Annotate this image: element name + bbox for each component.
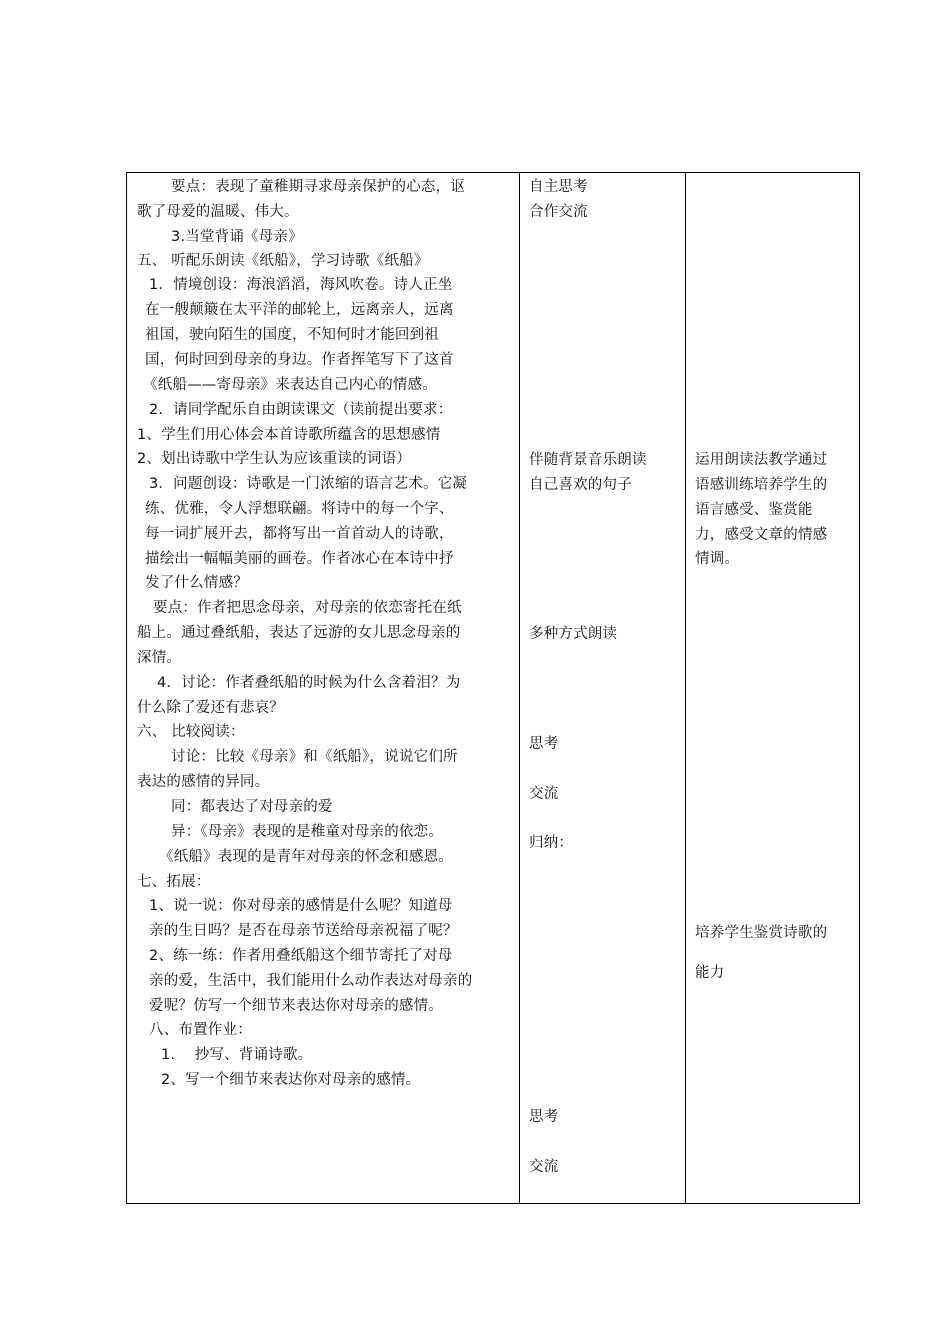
activity-line: 多种方式朗读 xyxy=(529,626,618,642)
content-line: 4．讨论：作者叠纸船的时候为什么含着泪？为 xyxy=(157,675,461,691)
content-line: 表达的感情的异同。 xyxy=(137,774,270,790)
content-line: 描绘出一幅幅美丽的画卷。作者冰心在本诗中抒 xyxy=(145,551,454,567)
content-line: 异：《母亲》表现的是稚童对母亲的依恋。 xyxy=(171,824,444,840)
content-line: 船上。通过叠纸船，表达了远游的女儿思念母亲的 xyxy=(137,625,461,641)
content-line: 什么除了爱还有悲哀？ xyxy=(137,700,284,716)
content-line: 歌了母爱的温暖、伟大。 xyxy=(137,204,299,220)
content-line: 1、说一说：你对母亲的感情是什么呢？知道母 xyxy=(149,898,453,914)
activity-line: 交流 xyxy=(529,786,559,802)
activity-line: 交流 xyxy=(529,1159,559,1175)
content-line: 《纸船》表现的是青年对母亲的怀念和感恩。 xyxy=(159,849,453,865)
column-divider-1 xyxy=(519,173,520,1203)
content-line: 要点：作者把思念母亲，对母亲的依恋寄托在纸 xyxy=(153,600,462,616)
content-line: 要点：表现了童稚期寻求母亲保护的心态，讴 xyxy=(171,179,465,195)
content-line: 3.当堂背诵《母亲》 xyxy=(171,229,303,245)
intent-line: 语言感受、鉴赏能 xyxy=(695,502,813,518)
activity-line: 思考 xyxy=(529,1109,559,1125)
content-line: 爱呢？仿写一个细节来表达你对母亲的感情。 xyxy=(149,998,443,1014)
content-line: 亲的生日吗？是否在母亲节送给母亲祝福了呢？ xyxy=(149,923,458,939)
column-divider-2 xyxy=(685,173,686,1203)
content-line: 五、 听配乐朗读《纸船》，学习诗歌《纸船》 xyxy=(137,253,429,269)
content-line: 3．问题创设：诗歌是一门浓缩的语言艺术。它凝 xyxy=(149,476,468,492)
content-line: 每一词扩展开去，都将写出一首首动人的诗歌， xyxy=(145,526,454,542)
content-line: 在一艘颠簸在太平洋的邮轮上，远离亲人，远离 xyxy=(145,302,454,318)
content-line: 七、拓展： xyxy=(137,874,211,890)
content-line: 八、布置作业： xyxy=(149,1022,252,1038)
intent-line: 力，感受文章的情感 xyxy=(695,527,828,543)
intent-line: 能力 xyxy=(695,965,725,981)
intent-line: 运用朗读法教学通过 xyxy=(695,452,828,468)
intent-line: 情调。 xyxy=(695,551,740,567)
content-line: 2、划出诗歌中学生认为应该重读的词语） xyxy=(137,451,412,467)
content-line: 2、写一个细节来表达你对母亲的感情。 xyxy=(161,1072,421,1088)
content-line: 《纸船——寄母亲》来表达自己内心的情感。 xyxy=(143,377,437,393)
activity-line: 合作交流 xyxy=(529,204,588,220)
activity-line: 思考 xyxy=(529,736,559,752)
content-line: 2、练一练：作者用叠纸船这个细节寄托了对母 xyxy=(149,948,453,964)
content-line: 发了什么情感？ xyxy=(145,575,248,591)
content-line: 1、学生们用心体会本首诗歌所蕴含的思想感情 xyxy=(137,427,441,443)
content-line: 练、优雅，令人浮想联翩。将诗中的每一个字、 xyxy=(145,501,454,517)
content-line: 亲的爱，生活中，我们能用什么动作表达对母亲的 xyxy=(149,973,473,989)
intent-line: 语感训练培养学生的 xyxy=(695,477,828,493)
activity-line: 自主思考 xyxy=(529,179,588,195)
content-line: 深情。 xyxy=(137,650,182,666)
activity-line: 归纳： xyxy=(529,835,574,851)
content-line: 国，何时回到母亲的身边。作者挥笔写下了这首 xyxy=(145,352,454,368)
content-line: 2．请同学配乐自由朗读课文（读前提出要求： xyxy=(149,402,453,418)
intent-line: 培养学生鉴赏诗歌的 xyxy=(695,925,828,941)
content-line: 1. 抄写、背诵诗歌。 xyxy=(161,1047,313,1063)
content-line: 讨论：比较《母亲》和《纸船》，说说它们所 xyxy=(171,749,458,765)
activity-line: 伴随背景音乐朗读 xyxy=(529,452,647,468)
content-line: 1．情境创设：海浪滔滔，海风吹卷。诗人正坐 xyxy=(149,277,453,293)
content-line: 六、 比较阅读： xyxy=(137,724,245,740)
content-line: 同：都表达了对母亲的爱 xyxy=(171,799,333,815)
activity-line: 自己喜欢的句子 xyxy=(529,477,632,493)
lesson-plan-table xyxy=(126,172,860,1204)
content-line: 祖国，驶向陌生的国度，不知何时才能回到祖 xyxy=(145,327,439,343)
